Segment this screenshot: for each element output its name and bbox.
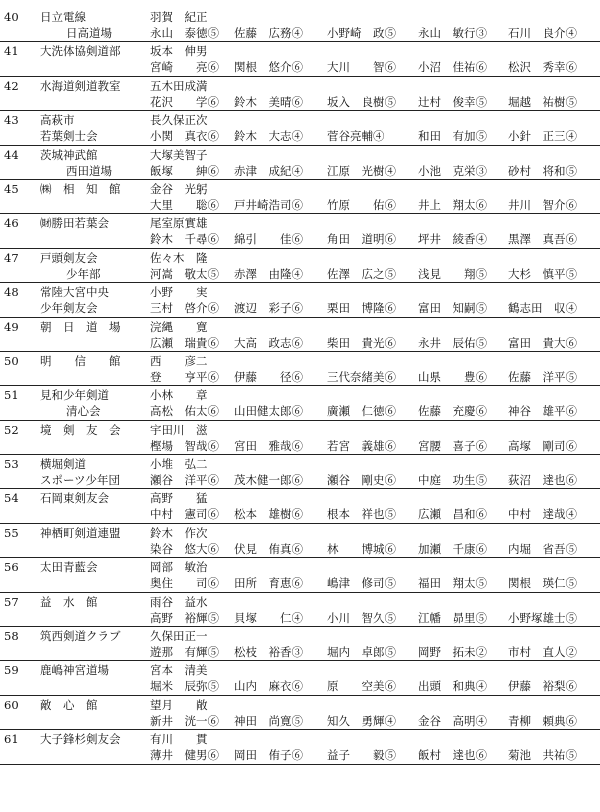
team-member: 栗田 博隆⑥ (327, 301, 396, 316)
team-member: 角田 道明⑥ (327, 232, 396, 247)
team-number: 41 (4, 44, 19, 59)
team-entry (0, 352, 600, 386)
team-member: 金谷 高明④ (418, 713, 487, 728)
team-leader: 遊那 有輝⑤ (150, 645, 219, 660)
team-number: 42 (4, 78, 19, 93)
organization-name: 大洗体協剣道部 (40, 44, 121, 59)
team-member: 若宮 義雄⑥ (327, 438, 396, 453)
team-leader: 飯塚 紳⑥ (150, 163, 219, 178)
supervisor-name: 小林 章 (150, 388, 208, 403)
organization-subname: スポーツ少年団 (40, 473, 121, 488)
organization-name: 益 水 館 (40, 594, 98, 609)
team-number: 53 (4, 457, 19, 472)
team-entry (0, 593, 600, 627)
team-member: 瀬谷 剛史⑥ (327, 473, 396, 488)
team-number: 47 (4, 250, 19, 265)
team-member: 茂木健一郎⑥ (234, 473, 303, 488)
team-member: 井川 智介⑥ (508, 197, 577, 212)
team-member: 関根 悠介⑥ (234, 60, 303, 75)
team-leader: 堀米 辰弥⑤ (150, 679, 219, 694)
team-member: 青柳 頼典⑥ (508, 713, 577, 728)
team-leader: 広瀬 瑞貴⑥ (150, 335, 219, 350)
team-member: 岡田 侑子⑥ (234, 748, 303, 763)
team-member: 黒澤 真吾⑥ (508, 232, 577, 247)
team-member: 竹原 佑⑥ (327, 197, 396, 212)
team-entry (0, 180, 600, 214)
team-number: 55 (4, 525, 19, 540)
team-number: 52 (4, 422, 19, 437)
supervisor-name: 鈴木 作次 (150, 525, 208, 540)
organization-name: 水海道剣道教室 (40, 78, 121, 93)
team-member: 砂村 将和⑤ (508, 163, 577, 178)
team-member: 小沼 佳祐⑥ (418, 60, 487, 75)
organization-name: 朝 日 道 場 (40, 319, 121, 334)
team-leader: 奥住 司⑥ (150, 576, 219, 591)
team-number: 46 (4, 216, 19, 231)
team-member: 嶋津 修司⑤ (327, 576, 396, 591)
team-number: 54 (4, 491, 19, 506)
supervisor-name: 大塚美智子 (150, 147, 208, 162)
team-member: 渡辺 彩子⑥ (234, 301, 303, 316)
organization-name: ㈱ 相 知 館 (40, 181, 121, 196)
team-member: 赤澤 由隆④ (234, 266, 303, 281)
team-entry (0, 696, 600, 730)
team-member: 鈴木 大志④ (234, 129, 303, 144)
team-leader: 染谷 悠大⑥ (150, 541, 219, 556)
supervisor-name: 長久保正次 (150, 113, 208, 128)
team-member: 大杉 慎平⑤ (508, 266, 577, 281)
team-leader: 花沢 学⑥ (150, 94, 219, 109)
supervisor-name: 羽賀 紀正 (150, 10, 208, 24)
team-entry (0, 455, 600, 489)
team-leader: 小関 真衣⑥ (150, 129, 219, 144)
team-member: 坪井 綾香④ (418, 232, 487, 247)
organization-name: 横堀剣道 (40, 457, 86, 472)
team-member: 堀内 卓郎⑤ (327, 645, 396, 660)
organization-name: 敵 心 館 (40, 697, 98, 712)
supervisor-name: 宮本 清美 (150, 663, 208, 678)
supervisor-name: 望月 敞 (150, 697, 208, 712)
team-member: 飯村 達也⑥ (418, 748, 487, 763)
team-member: 辻村 俊幸⑤ (418, 94, 487, 109)
team-member: 江原 光樹④ (327, 163, 396, 178)
team-member: 高塚 剛司⑥ (508, 438, 577, 453)
team-number: 48 (4, 285, 19, 300)
supervisor-name: 坂本 伸男 (150, 44, 208, 59)
team-member: 福田 翔太⑤ (418, 576, 487, 591)
team-member: 松本 雄樹⑥ (234, 507, 303, 522)
team-number: 57 (4, 594, 19, 609)
team-member: 荻沼 達也⑥ (508, 473, 577, 488)
team-member: 堀越 祐樹⑤ (508, 94, 577, 109)
team-entry (0, 627, 600, 661)
supervisor-name: 久保田正一 (150, 629, 208, 644)
team-member: 井上 翔太⑥ (418, 197, 487, 212)
organization-name: 大子鋒杉剣友会 (40, 732, 121, 747)
team-leader: 宮崎 亮⑥ (150, 60, 219, 75)
team-member: 宮田 雅哉⑥ (234, 438, 303, 453)
supervisor-name: 西 彦二 (150, 353, 208, 368)
team-entry (0, 661, 600, 695)
team-number: 43 (4, 113, 19, 128)
team-member: 加瀬 千康⑥ (418, 541, 487, 556)
team-member: 佐藤 洋平⑤ (508, 369, 577, 384)
team-member: 田所 育恵⑥ (234, 576, 303, 591)
team-member: 永井 辰佑⑤ (418, 335, 487, 350)
team-number: 49 (4, 319, 19, 334)
supervisor-name: 五木田成満 (150, 78, 208, 93)
team-member: 富田 知嗣⑤ (418, 301, 487, 316)
team-leader: 瀬谷 洋平⑥ (150, 473, 219, 488)
team-entry (0, 77, 600, 111)
supervisor-name: 尾室原實雄 (150, 216, 208, 231)
team-member: 菊池 共祐⑤ (508, 748, 577, 763)
team-member: 戸井崎浩司⑥ (234, 197, 303, 212)
team-entry (0, 421, 600, 455)
team-entry (0, 249, 600, 283)
team-member: 知久 勇輝④ (327, 713, 396, 728)
team-entry (0, 318, 600, 352)
team-member: 坂入 良樹⑤ (327, 94, 396, 109)
team-entry (0, 111, 600, 145)
team-member: 小川 智久⑤ (327, 610, 396, 625)
supervisor-name: 雨谷 益水 (150, 594, 208, 609)
team-member: 伊藤 裕梨⑥ (508, 679, 577, 694)
team-member: 石川 良介④ (508, 26, 577, 40)
team-member: 江幡 昴里⑤ (418, 610, 487, 625)
team-leader: 大里 聡⑥ (150, 197, 219, 212)
team-number: 45 (4, 181, 19, 196)
team-member: 富田 貴大⑥ (508, 335, 577, 350)
team-number: 61 (4, 732, 19, 747)
team-leader: 高松 佑太⑥ (150, 404, 219, 419)
team-member: 大高 政志⑥ (234, 335, 303, 350)
organization-name: 鹿嶋神宮道場 (40, 663, 109, 678)
team-member: 神田 尚寛⑤ (234, 713, 303, 728)
team-leader: 中村 憲司⑥ (150, 507, 219, 522)
organization-name: 見和少年剣道 (40, 388, 109, 403)
team-number: 51 (4, 388, 19, 403)
team-number: 40 (4, 10, 19, 24)
team-leader: 登 亨平⑥ (150, 369, 219, 384)
organization-name: 境 剣 友 会 (40, 422, 121, 437)
organization-subname: 少年部 (66, 266, 101, 281)
team-number: 60 (4, 697, 19, 712)
team-member: 中庭 功生⑤ (418, 473, 487, 488)
team-member: 鈴木 美晴⑥ (234, 94, 303, 109)
supervisor-name: 小野 実 (150, 285, 208, 300)
team-member: 鶴志田 収④ (508, 301, 577, 316)
team-number: 44 (4, 147, 19, 162)
organization-name: 筑西剣道クラブ (40, 629, 121, 644)
team-member: 関根 瑛仁⑤ (508, 576, 577, 591)
organization-subname: 清心会 (66, 404, 101, 419)
supervisor-name: 佐々木 隆 (150, 250, 208, 265)
team-leader: 高野 裕輝⑤ (150, 610, 219, 625)
team-leader: 河嵩 敬太⑤ (150, 266, 219, 281)
team-member: 松沢 秀幸⑥ (508, 60, 577, 75)
team-member: 小野崎 政⑤ (327, 26, 396, 40)
team-member: 岡野 拓未② (418, 645, 487, 660)
supervisor-name: 浣縄 寛 (150, 319, 208, 334)
team-member: 宮腰 喜子⑥ (418, 438, 487, 453)
team-member: 三代奈緒美⑥ (327, 369, 396, 384)
team-entry (0, 283, 600, 317)
organization-name: 神栖町剣道連盟 (40, 525, 121, 540)
organization-name: ㈶勝田若葉会 (40, 216, 109, 231)
team-member: 菅谷亮輔④ (327, 129, 385, 144)
supervisor-name: 金谷 光躬 (150, 181, 208, 196)
team-roster-list (0, 8, 600, 765)
team-member: 市村 直人② (508, 645, 577, 660)
team-leader: 薄井 健男⑥ (150, 748, 219, 763)
team-member: 出頭 和典④ (418, 679, 487, 694)
team-member: 佐藤 充慶⑥ (418, 404, 487, 419)
organization-subname: 日高道場 (66, 26, 112, 40)
organization-name: 石岡東剣友会 (40, 491, 109, 506)
organization-name: 太田青藍会 (40, 560, 98, 575)
team-member: 佐澤 広之⑤ (327, 266, 396, 281)
team-member: 和田 有加⑤ (418, 129, 487, 144)
organization-name: 明 信 館 (40, 353, 121, 368)
team-leader: 鈴木 千尋⑥ (150, 232, 219, 247)
supervisor-name: 小堆 弘二 (150, 457, 208, 472)
team-number: 59 (4, 663, 19, 678)
organization-name: 日立電線 (40, 10, 86, 24)
team-entry (0, 730, 600, 764)
team-leader: 樫場 智哉⑥ (150, 438, 219, 453)
team-number: 58 (4, 629, 19, 644)
organization-name: 高萩市 (40, 113, 75, 128)
team-member: 山田健太郎⑥ (234, 404, 303, 419)
team-leader: 永山 泰徳⑤ (150, 26, 219, 40)
team-entry (0, 42, 600, 76)
organization-subname: 西田道場 (66, 163, 112, 178)
team-member: 伊藤 径⑥ (234, 369, 303, 384)
team-member: 広瀬 昌和⑥ (418, 507, 487, 522)
team-member: 益子 毅⑤ (327, 748, 396, 763)
team-member: 根本 祥也⑤ (327, 507, 396, 522)
organization-subname: 少年剣友会 (40, 301, 98, 316)
team-entry (0, 8, 600, 42)
team-entry (0, 146, 600, 180)
supervisor-name: 有川 貫 (150, 732, 208, 747)
team-member: 山県 豊⑥ (418, 369, 487, 384)
team-member: 山内 麻衣⑥ (234, 679, 303, 694)
team-member: 小池 克栄③ (418, 163, 487, 178)
team-member: 小野塚雄士⑤ (508, 610, 577, 625)
team-member: 佐藤 広務④ (234, 26, 303, 40)
team-member: 貝塚 仁④ (234, 610, 303, 625)
team-leader: 三村 啓介⑥ (150, 301, 219, 316)
team-member: 浅見 翔⑤ (418, 266, 487, 281)
team-leader: 新井 洸一⑥ (150, 713, 219, 728)
team-entry (0, 214, 600, 248)
team-member: 廣瀬 仁徳⑥ (327, 404, 396, 419)
team-member: 小針 正三④ (508, 129, 577, 144)
team-member: 原 空美⑥ (327, 679, 396, 694)
supervisor-name: 岡部 敏治 (150, 560, 208, 575)
team-entry (0, 386, 600, 420)
team-member: 永山 敏行③ (418, 26, 487, 40)
team-member: 神谷 雄平⑥ (508, 404, 577, 419)
organization-name: 戸頭剣友会 (40, 250, 98, 265)
team-number: 56 (4, 560, 19, 575)
team-member: 綿引 佳⑥ (234, 232, 303, 247)
team-member: 内堀 省吾⑤ (508, 541, 577, 556)
team-member: 赤津 成紀④ (234, 163, 303, 178)
organization-subname: 若葉剣士会 (40, 129, 98, 144)
team-number: 50 (4, 353, 19, 368)
team-entry (0, 558, 600, 592)
organization-name: 茨城神武館 (40, 147, 98, 162)
organization-name: 常陸大宮中央 (40, 285, 109, 300)
supervisor-name: 高野 猛 (150, 491, 208, 506)
team-member: 中村 達哉④ (508, 507, 577, 522)
team-member: 伏見 侑真⑥ (234, 541, 303, 556)
team-member: 松枝 裕香③ (234, 645, 303, 660)
team-entry (0, 489, 600, 523)
team-entry (0, 524, 600, 558)
team-member: 大川 智⑥ (327, 60, 396, 75)
team-member: 林 博城⑥ (327, 541, 396, 556)
supervisor-name: 宇田川 滋 (150, 422, 208, 437)
team-member: 柴田 貴光⑥ (327, 335, 396, 350)
